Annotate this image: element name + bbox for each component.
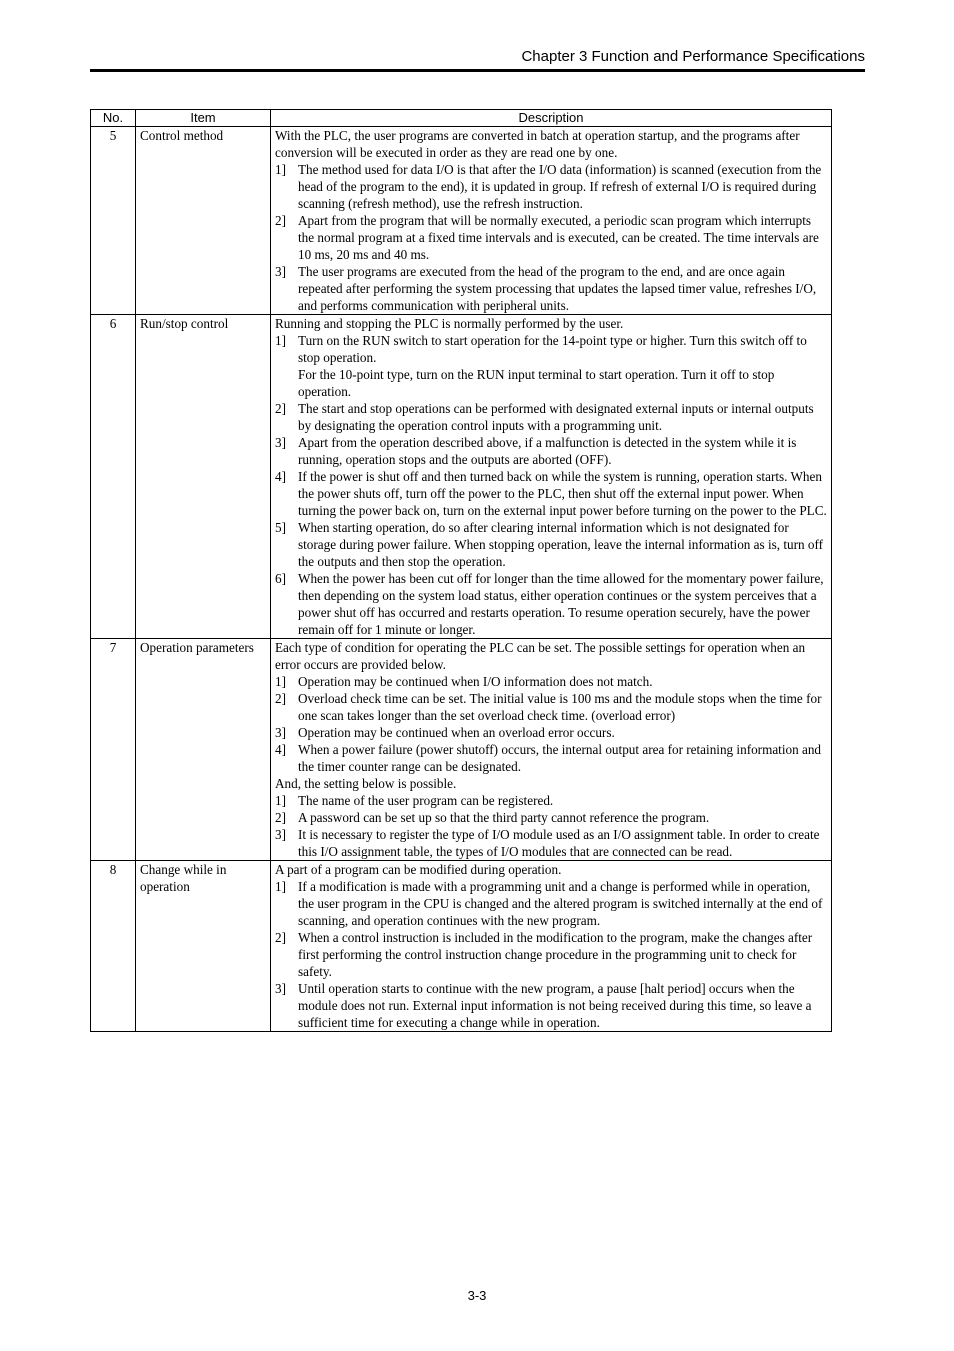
page-number: 3-3	[467, 1288, 487, 1303]
description-intro: Each type of condition for operating the PLC can be set. The possible settings for operation when an error occurs are provided below.	[275, 640, 806, 672]
page-footer	[0, 1288, 954, 1303]
list-text: When starting operation, do so after clearing internal information which is not designated for storage during power failure. When stopping operation, leave the internal information as is, turn off the outputs and then stop the operation.	[298, 520, 824, 569]
list-number: 6]	[275, 571, 286, 586]
list-number: 2]	[275, 810, 286, 825]
list-text: The method used for data I/O is that after the I/O data (information) is scanned (execution from the head of the program to the end), it is updated in group. If refresh of external I/O is required during scanning (refresh method), use the refresh instruction.	[298, 162, 822, 211]
description-list	[275, 161, 828, 314]
description-list-secondary	[275, 792, 828, 860]
row-item: Change while in operation	[136, 861, 271, 1032]
list-number: 1]	[275, 162, 286, 177]
description-list	[275, 878, 828, 1031]
list-item	[275, 792, 828, 809]
list-item	[275, 809, 828, 826]
list-text: It is necessary to register the type of I/O module used as an I/O assignment table. In order to create this I/O assignment table, the types of I/O modules that are connected can be read.	[298, 827, 820, 859]
description-list	[275, 673, 828, 775]
list-number: 1]	[275, 793, 286, 808]
list-number: 3]	[275, 264, 286, 279]
table-row	[91, 127, 832, 315]
list-item	[275, 332, 828, 400]
row-number: 7	[91, 639, 136, 861]
list-number: 1]	[275, 333, 286, 348]
row-description	[271, 315, 832, 639]
list-item	[275, 570, 828, 638]
list-text: Operation may be continued when I/O information does not match.	[298, 674, 653, 689]
list-text: When a power failure (power shutoff) occurs, the internal output area for retaining information and the timer counter range can be designated.	[298, 742, 822, 774]
chapter-title: Chapter 3 Function and Performance Specifications	[521, 48, 865, 65]
list-item	[275, 724, 828, 741]
list-number: 4]	[275, 742, 286, 757]
list-text: If a modification is made with a programming unit and a change is performed while in operation, the user program in the CPU is changed and the altered program is switched internally at the end of scanning, and operation continues with the new program.	[298, 879, 823, 928]
list-number: 2]	[275, 401, 286, 416]
row-description	[271, 639, 832, 861]
list-number: 1]	[275, 674, 286, 689]
list-text: Apart from the program that will be normally executed, a periodic scan program which interrupts the normal program at a fixed time intervals and is executed, can be created. The time intervals are 10 ms, 20 ms and 40 ms.	[298, 213, 819, 262]
list-item	[275, 929, 828, 980]
list-text: The name of the user program can be registered.	[298, 793, 554, 808]
list-text: Until operation starts to continue with the new program, a pause [halt period] occurs when the module does not run. External input information is not being received during this time, so leave a sufficient time for executing a change while in operation.	[298, 981, 812, 1030]
list-text: The start and stop operations can be performed with designated external inputs or internal outputs by designating the operation control inputs with a programming unit.	[298, 401, 814, 433]
table-row	[91, 639, 832, 861]
list-text: Turn on the RUN switch to start operation for the 14-point type or higher. Turn this switch off to stop operation.	[298, 333, 807, 365]
list-number: 2]	[275, 213, 286, 228]
list-text: When a control instruction is included in the modification to the program, make the changes after first performing the control instruction change procedure in the programming unit to check for safety.	[298, 930, 813, 979]
list-number: 1]	[275, 879, 286, 894]
list-item	[275, 434, 828, 468]
description-intro: Running and stopping the PLC is normally performed by the user.	[275, 316, 624, 331]
chapter-header	[90, 47, 865, 72]
row-number: 5	[91, 127, 136, 315]
list-item	[275, 212, 828, 263]
list-number: 2]	[275, 930, 286, 945]
list-item	[275, 878, 828, 929]
list-item	[275, 741, 828, 775]
row-item: Operation parameters	[136, 639, 271, 861]
list-item	[275, 826, 828, 860]
list-number: 3]	[275, 725, 286, 740]
list-number: 3]	[275, 435, 286, 450]
description-list	[275, 332, 828, 638]
list-text: The user programs are executed from the head of the program to the end, and are once again repeated after performing the system processing that updates the lapsed timer value, refreshes I/O, and performs communication with peripheral units.	[298, 264, 817, 313]
row-description	[271, 861, 832, 1032]
list-text: When the power has been cut off for longer than the time allowed for the momentary power failure, then depending on the system load status, either operation continues or the system perceives that a power shut off has occurred and restarts operation. To resume operation securely, have the power remain off for 1 minute or longer.	[298, 571, 824, 637]
list-item	[275, 519, 828, 570]
table-row	[91, 861, 832, 1032]
list-item	[275, 673, 828, 690]
header-item: Item	[136, 110, 271, 127]
list-text-extra: For the 10-point type, turn on the RUN input terminal to start operation. Turn it off to stop operation.	[298, 367, 775, 399]
list-item	[275, 468, 828, 519]
row-number: 6	[91, 315, 136, 639]
list-number: 3]	[275, 827, 286, 842]
list-text: Overload check time can be set. The initial value is 100 ms and the module stops when the time for one scan takes longer than the set overload check time. (overload error)	[298, 691, 822, 723]
row-number: 8	[91, 861, 136, 1032]
description-intro: With the PLC, the user programs are converted in batch at operation startup, and the programs after conversion will be executed in order as they are read one by one.	[275, 128, 800, 160]
row-description	[271, 127, 832, 315]
list-item	[275, 161, 828, 212]
description-intro-secondary: And, the setting below is possible.	[275, 776, 457, 791]
list-item	[275, 400, 828, 434]
row-item: Control method	[136, 127, 271, 315]
table-row	[91, 315, 832, 639]
description-intro: A part of a program can be modified during operation.	[275, 862, 562, 877]
list-text: If the power is shut off and then turned back on while the system is running, operation starts. When the power shuts off, turn off the power to the PLC, then shut off the external input power. When turning the power back on, turn on the external input power before turning on the power to the PLC.	[298, 469, 827, 518]
table-header-row	[91, 110, 832, 127]
specification-table	[90, 109, 832, 1032]
row-item: Run/stop control	[136, 315, 271, 639]
header-description: Description	[271, 110, 832, 127]
list-item	[275, 980, 828, 1031]
list-number: 4]	[275, 469, 286, 484]
list-item	[275, 690, 828, 724]
list-number: 2]	[275, 691, 286, 706]
list-number: 5]	[275, 520, 286, 535]
list-text: A password can be set up so that the third party cannot reference the program.	[298, 810, 710, 825]
list-number: 3]	[275, 981, 286, 996]
list-item	[275, 263, 828, 314]
list-text: Apart from the operation described above, if a malfunction is detected in the system while it is running, operation stops and the outputs are aborted (OFF).	[298, 435, 797, 467]
list-text: Operation may be continued when an overload error occurs.	[298, 725, 615, 740]
header-no: No.	[91, 110, 136, 127]
